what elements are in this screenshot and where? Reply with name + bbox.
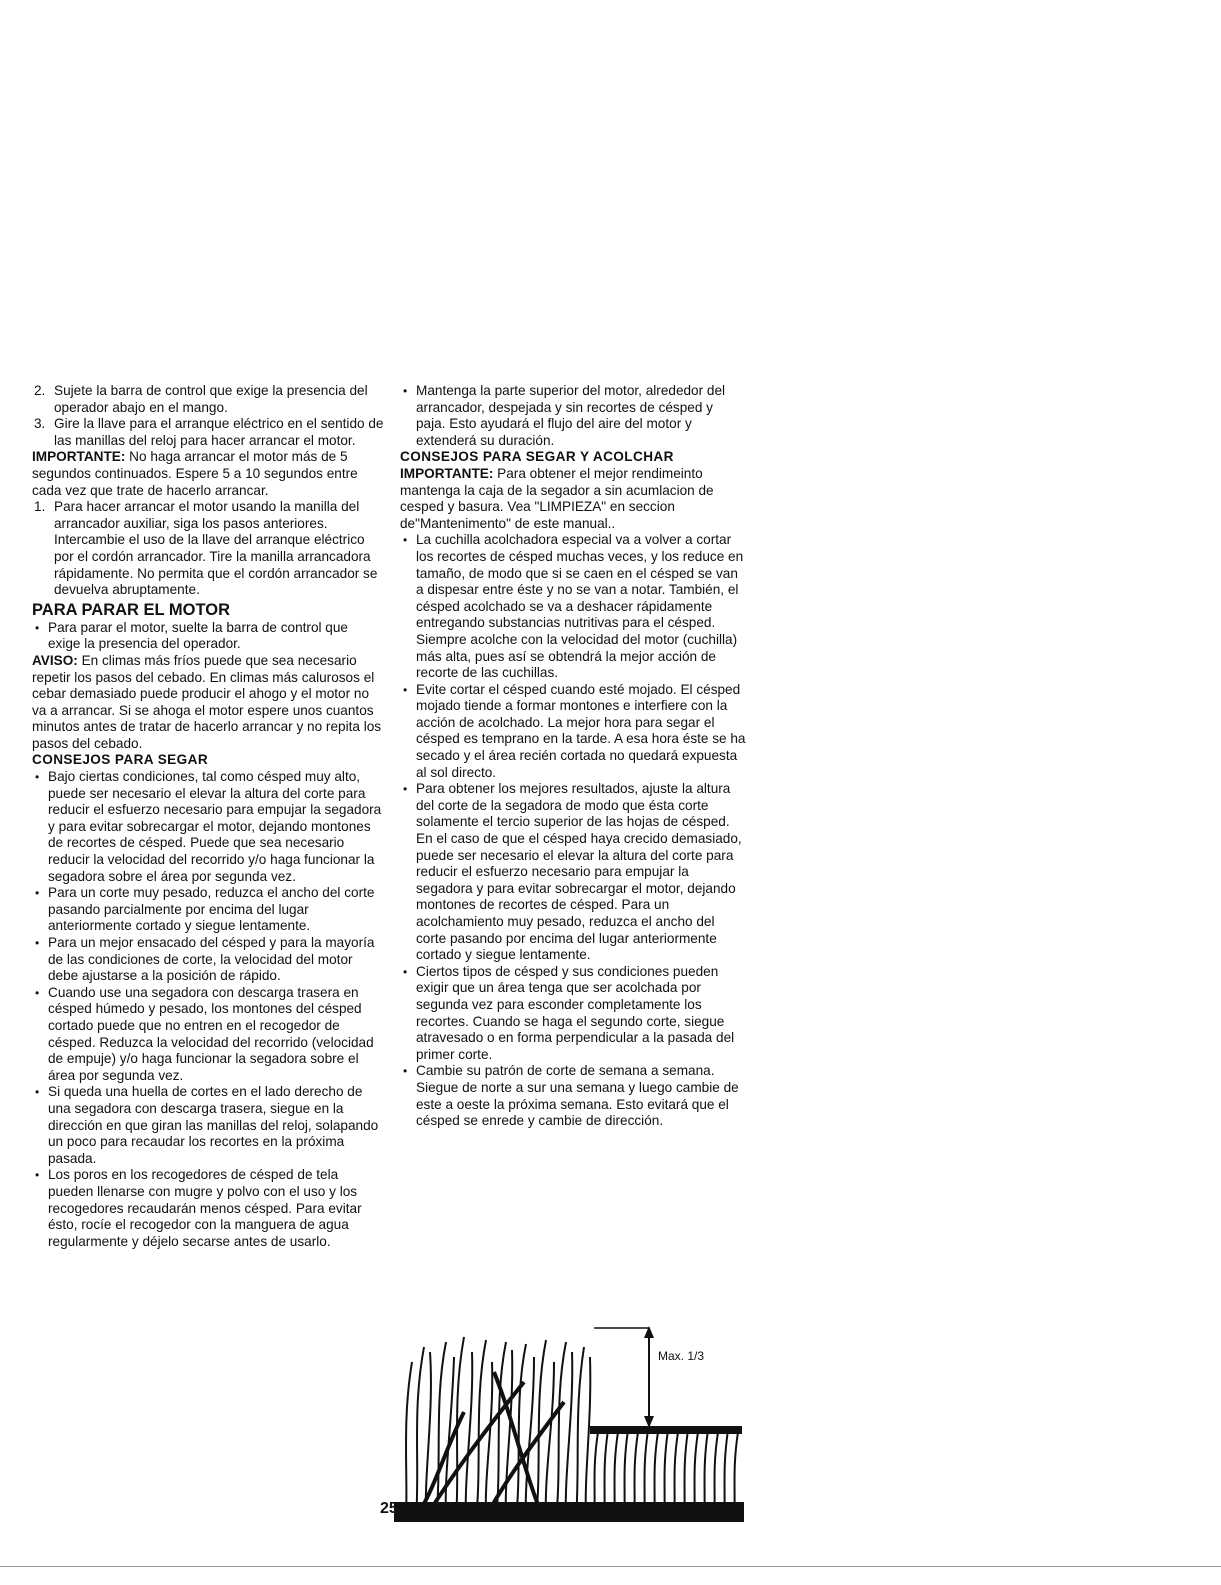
- right-column: [400, 383, 746, 1130]
- bullet-icon: •: [403, 384, 408, 398]
- page-bottom-rule: [0, 1566, 1221, 1567]
- mowing-tip: • Para un corte muy pesado, reduzca el ancho del corte pasando parcialmente por encima del lugar anteriormente cortado y siegue lentamente.: [35, 885, 375, 934]
- bullet-icon: •: [403, 533, 408, 548]
- bullet-icon: •: [403, 782, 408, 797]
- bullet-icon: •: [403, 1064, 408, 1079]
- bullet-icon: •: [35, 936, 40, 950]
- step-3: 3. Gire la llave para el arranque eléctrico en el sentido de las manillas del reloj para hacer arrancar el motor.: [34, 416, 384, 448]
- mulching-tip: • La cuchilla acolchadora especial va a volver a cortar los recortes de césped muchas veces, y los reduce en tamaño, de modo que si se caen en el césped se van a dispesar entre éste y no se van a notar. También, el césped acolchado se va a deshacer rápidamente entregando substancias nutritivas para el césped. Siempre acolche con la velocidad del motor (cuchilla) más alta, pues así se obtendrá la mejor acción de recorte de las cuchillas.: [403, 532, 744, 681]
- mulching-tip: • Ciertos tipos de césped y sus condiciones pueden exigir que un área tenga que ser acolchada por segunda vez para esconder completamente los recortes. Cuando se haga el segundo corte, siegue atravesado o en forma perpendicular a la pasada del primer corte.: [403, 963, 735, 1062]
- left-column: [32, 383, 384, 1250]
- mowing-tip: • Los poros en los recogedores de césped de tela pueden llenarse con mugre y polvo con el uso y los recogedores recaudarán menos césped. Para evitar ésto, rocíe el recogedor con la manguera de agua regularmente y déjelo secarse antes de usarlo.: [35, 1167, 362, 1249]
- bullet-icon: •: [403, 964, 408, 979]
- mowing-tip: • Bajo ciertas condiciones, tal como césped muy alto, puede ser necesario el elevar la altura del corte para reducir el esfuerzo necesario para empujar la segadora y para evitar sobrecargar el motor, dejando montones de recortes de césped. Puede que sea necesario reducir la velocidad del recorrido y/o haga funcionar la segadora sobre el área por segunda vez.: [35, 769, 382, 884]
- bullet-icon: •: [35, 1168, 40, 1183]
- important-note-start: IMPORTANTE: No haga arrancar el motor más de 5 segundos continuados. Espere 5 a 10 segundos entre cada vez que trate de hacerlo arrancar.: [32, 449, 358, 498]
- page-number: 25: [380, 1500, 398, 1517]
- mowing-tip: • Si queda una huella de cortes en el lado derecho de una segadora con descarga trasera, siegue en la dirección en que giran las manillas del reloj, solapando un poco para recaudar los recortes en la próxima pasada.: [35, 1084, 379, 1166]
- mowing-tips-heading: CONSEJOS PARA SEGAR: [32, 752, 209, 768]
- bullet-icon: •: [35, 985, 40, 1000]
- bullet-icon: •: [35, 770, 40, 785]
- bullet-icon: •: [35, 886, 40, 901]
- mulching-tip: • Cambie su patrón de corte de semana a semana. Siegue de norte a sur una semana y luego cambie de este a oeste la próxima semana. Esto evitará que el césped se enrede y cambie de dirección.: [403, 1063, 739, 1129]
- important-note-mulch: IMPORTANTE: Para obtener el mejor rendimeinto mantenga la caja de la segador a sin acumlacion de cesped y basura. Vea "LIMPIEZA" en seccion de"Mantenimento" de este manual..: [400, 465, 714, 531]
- engine-clean-bullet: • Mantenga la parte superior del motor, alrededor del arrancador, despejada y sin recortes de césped y paja. Esto ayudará el flujo del aire del motor y extenderá su duración.: [403, 383, 726, 448]
- mulching-tips-heading: CONSEJOS PARA SEGAR Y ACOLCHAR: [400, 449, 674, 465]
- bullet-icon: •: [35, 620, 40, 635]
- step-2: 2. Sujete la barra de control que exige la presencia del operador abajo en el mango.: [34, 383, 368, 415]
- max-cut-label: Max. 1/3: [658, 1349, 705, 1363]
- stop-engine-bullet: • Para parar el motor, suelte la barra de control que exige la presencia del operador.: [35, 619, 348, 652]
- step-1-auxiliary: 1. Para hacer arrancar el motor usando la manilla del arrancador auxiliar, siga los pasos anteriores. Intercambie el uso de la llave del arranque eléctrico por el cordón arrancador. Tire la manilla arrancadora rápidamente. No permita que el cordón arrancador se devuelva abruptamente.: [34, 499, 378, 598]
- mowing-tip: • Cuando use una segadora con descarga trasera en césped húmedo y pesado, los montones del césped cortado puede que no entren en el recogedor de césped. Reduzca la velocidad del recorrido (velocidad de empuje) y/o haga funcionar la segadora sobre el área por segunda vez.: [35, 984, 374, 1083]
- grass-illustration: [394, 1322, 744, 1522]
- mulching-tip: • Para obtener los mejores resultados, ajuste la altura del corte de la segadora de modo que ésta corte solamente el tercio superior de las hojas de césped. En el caso de que el césped haya crecido demasiado, puede ser necesario el elevar la altura del corte para reducir el esfuerzo necesario para empujar la segadora y para evitar sobrecargar el motor, dejando montones de recortes de césped. Para un acolchamiento muy pesado, reduzca el ancho del corte pasando por encima del lugar anteriormente cortado y siegue lentamente.: [403, 781, 742, 963]
- bullet-icon: •: [403, 682, 408, 697]
- bullet-icon: •: [35, 1085, 40, 1100]
- aviso-note: AVISO: En climas más fríos puede que sea necesario repetir los pasos del cebado. En climas más calurosos el cebar demasiado puede producir el ahogo y el motor no va a arrancar. Si se ahoga el motor espere unos cuantos minutos antes de tratar de hacerlo arrancar y no repita los pasos del cebado.: [32, 652, 382, 751]
- mowing-tip: • Para un mejor ensacado del césped y para la mayoría de las condiciones de corte, la velocidad del motor debe ajustarse a la posición de rápido.: [35, 935, 375, 984]
- mulching-tip: • Evite cortar el césped cuando esté mojado. El césped mojado tiende a formar montones e interfiere con la acción de acolchado. La mejor hora para segar el césped es temprano en la tarde. A esa hora éste se ha secado y el área recién cortada no quedará expuesta al sol directo.: [403, 681, 746, 780]
- stop-engine-heading: PARA PARAR EL MOTOR: [32, 600, 231, 619]
- grass-cut-height-figure: [394, 1322, 744, 1522]
